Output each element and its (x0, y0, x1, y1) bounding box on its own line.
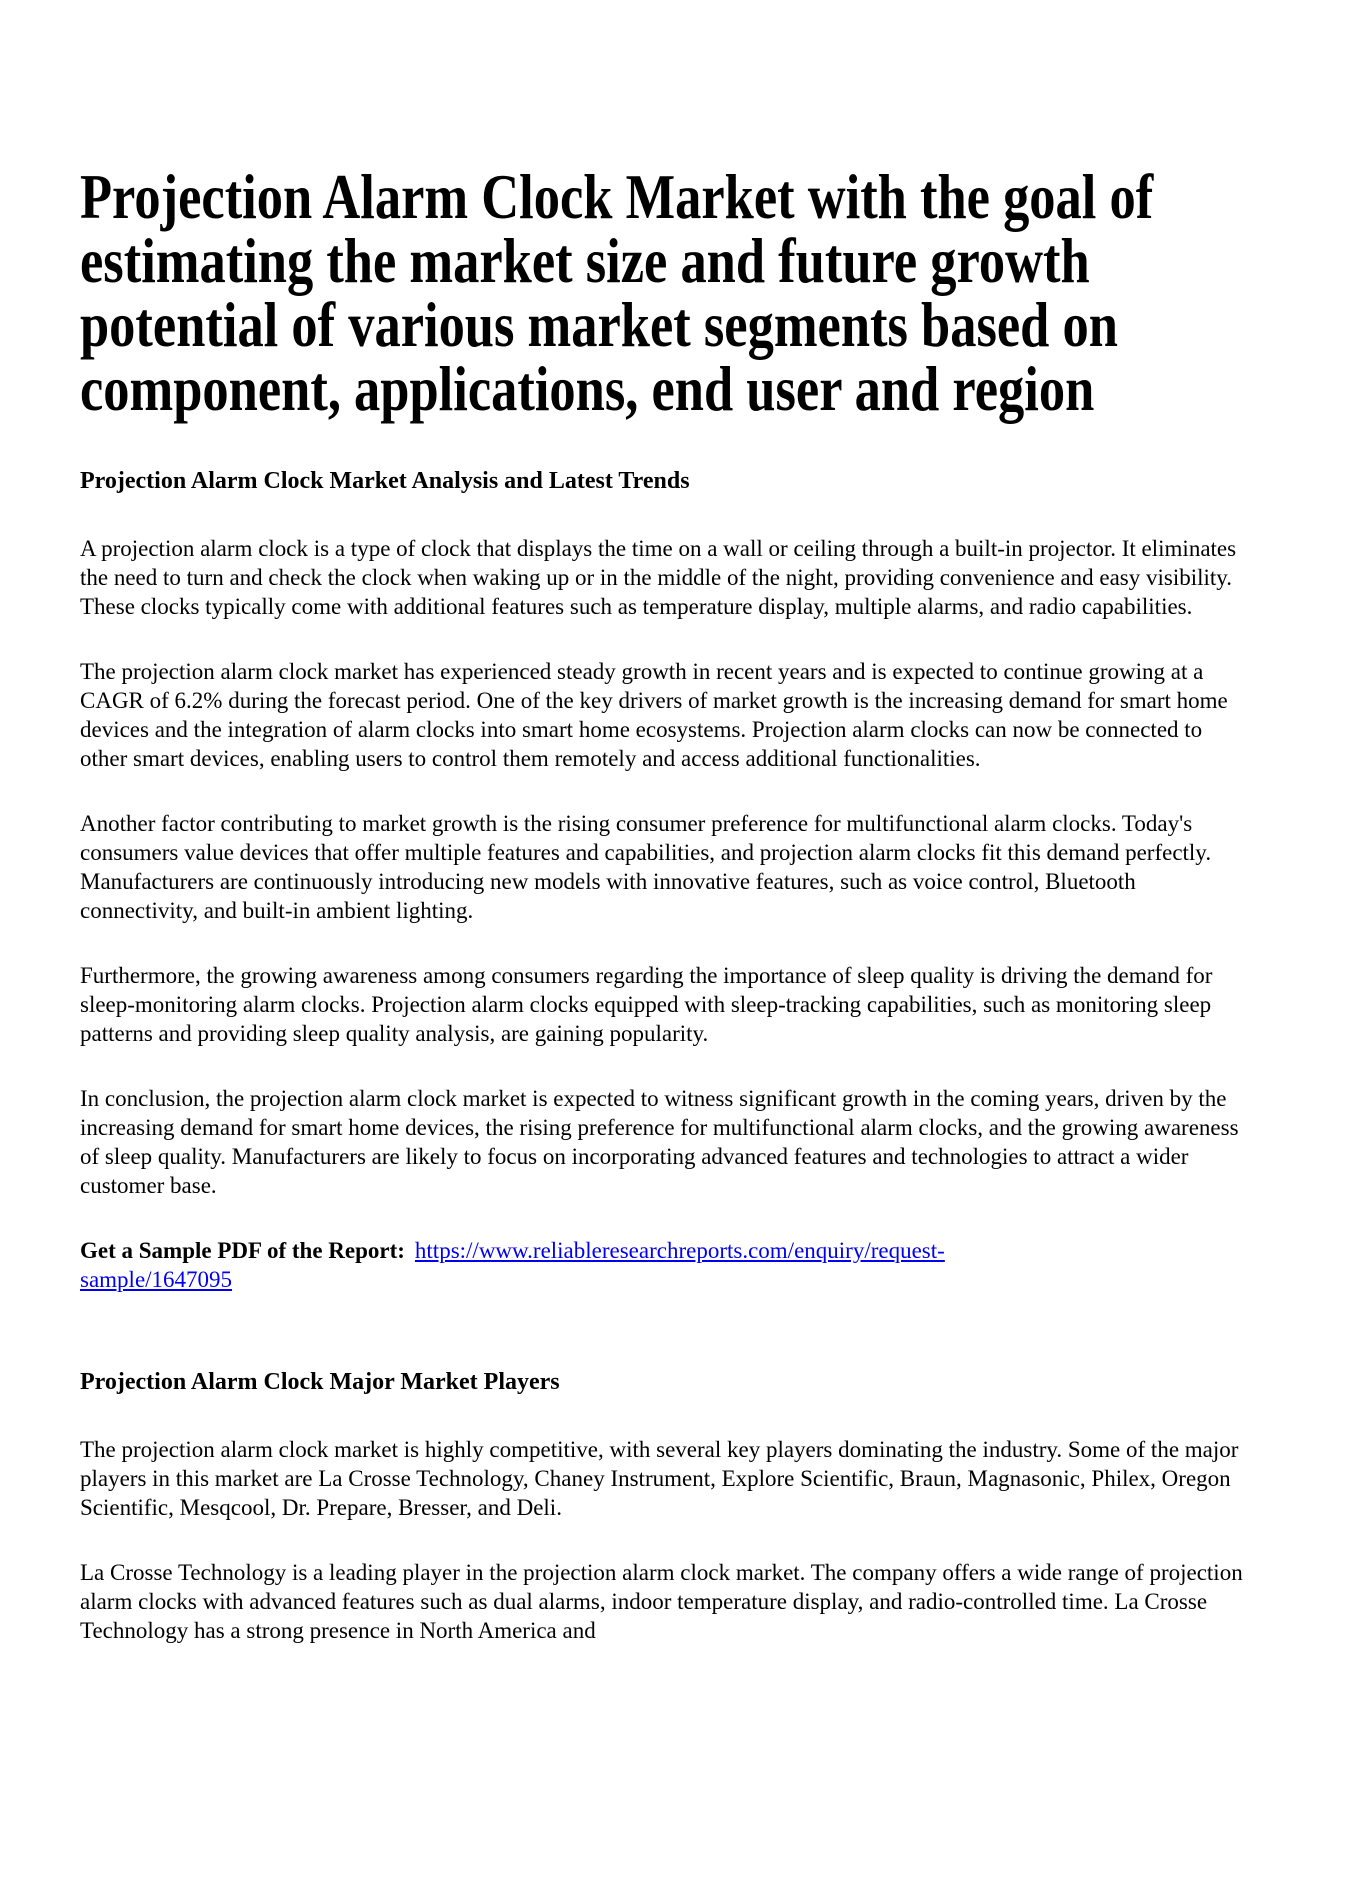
section-heading-players: Projection Alarm Clock Major Market Players (80, 1369, 560, 1395)
paragraph-overview: A projection alarm clock is a type of clock that displays the time on a wall or ceiling through a built-in projector. It eliminates the need to turn and check the clock when waking up or in the middle of the night, providing convenience and easy visibility. These clocks typically come with additional features such as temperature display, multiple alarms, and radio capabilities. (80, 536, 1237, 619)
paragraph-conclusion: In conclusion, the projection alarm clock market is expected to witness significant growth in the coming years, driven by the increasing demand for smart home devices, the rising preference for multifunctional alarm clocks, and the growing awareness of sleep quality. Manufacturers are likely to focus on incorporating advanced features and technologies to attract a wider customer base. (80, 1086, 1239, 1198)
article-title-line: estimating the market size and future growth (80, 225, 1090, 296)
section-heading-trends: Projection Alarm Clock Market Analysis and Latest Trends (80, 468, 690, 494)
paragraph-multifunctional: Another factor contributing to market growth is the rising consumer preference for multifunctional alarm clocks. Today's consumers value devices that offer multiple features and capabilities, and projection alarm clocks fit this demand perfectly. Manufacturers are continuously introducing new models with innovative features, such as voice control, Bluetooth connectivity, and built-in ambient lighting. (80, 811, 1212, 923)
sample-report-link-line2[interactable]: sample/1647095 (80, 1267, 233, 1292)
article-title (80, 161, 1154, 424)
sample-report-link-line1[interactable]: https://www.reliableresearchreports.com/enquiry/request- (414, 1238, 945, 1263)
article-title-line: component, applications, end user and region (80, 353, 1095, 424)
paragraph-sleep-quality: Furthermore, the growing awareness among consumers regarding the importance of sleep quality is driving the demand for sleep-monitoring alarm clocks. Projection alarm clocks equipped with sleep-tracking capabilities, such as monitoring sleep patterns and providing sleep quality analysis, are gaining popularity. (80, 963, 1213, 1046)
paragraph-market-growth: The projection alarm clock market has experienced steady growth in recent years and is expected to continue growing at a CAGR of 6.2% during the forecast period. One of the key drivers of market growth is the increasing demand for smart home devices and the integration of alarm clocks into smart home ecosystems. Projection alarm clocks can now be connected to other smart devices, enabling users to control them remotely and access additional functionalities. (80, 659, 1228, 771)
sample-report-cta (80, 1236, 1250, 1294)
article-title-line: Projection Alarm Clock Market with the goal of (80, 161, 1154, 232)
sample-report-label: Get a Sample PDF of the Report: (80, 1238, 405, 1263)
paragraph-competitive-landscape: The projection alarm clock market is highly competitive, with several key players dominating the industry. Some of the major players in this market are La Crosse Technology, Chaney Instrument, Explore Scientific, Braun, Magnasonic, Philex, Oregon Scientific, Mesqcool, Dr. Prepare, Bresser, and Deli. (80, 1437, 1239, 1520)
paragraph-la-crosse: La Crosse Technology is a leading player in the projection alarm clock market. The company offers a wide range of projection alarm clocks with advanced features such as dual alarms, indoor temperature display, and radio-controlled time. La Crosse Technology has a strong presence in North America and (80, 1560, 1243, 1643)
article-title-line: potential of various market segments based on (80, 289, 1118, 360)
